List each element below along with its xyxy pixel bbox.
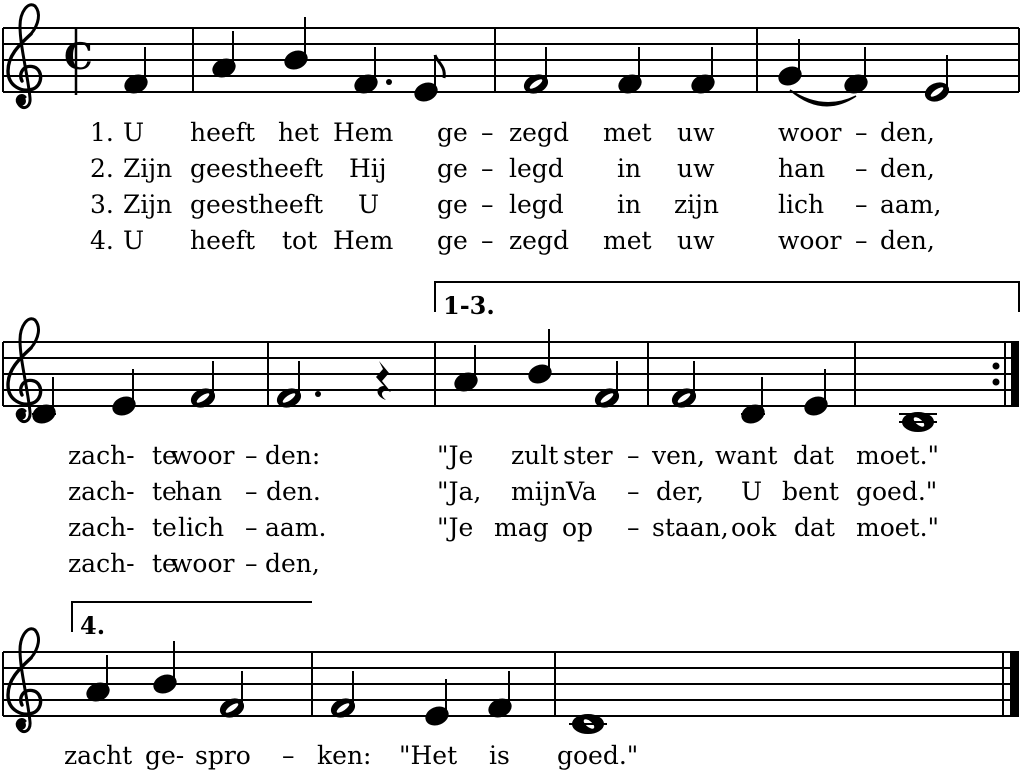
note — [522, 47, 549, 96]
lyric-syllable: in — [617, 154, 642, 183]
note — [690, 47, 716, 96]
lyric-syllable: moet." — [856, 513, 940, 542]
lyric-hyphen: – — [855, 226, 868, 255]
note — [899, 413, 937, 431]
verse-line — [90, 226, 935, 255]
lyric-hyphen: – — [481, 154, 494, 183]
verse-line — [90, 190, 941, 219]
lyric-syllable: te — [152, 441, 177, 470]
lyric-syllable: zacht — [64, 741, 133, 770]
lyric-syllable: moet." — [856, 441, 940, 470]
lyric-hyphen: – — [481, 226, 494, 255]
lyric-syllable: te — [152, 477, 177, 506]
lyrics-system-2 — [68, 441, 939, 578]
lyric-hyphen: – — [855, 190, 868, 219]
lyric-hyphen: – — [855, 154, 868, 183]
lyric-syllable: "Je — [437, 441, 474, 470]
lyric-syllable: "Je — [437, 513, 474, 542]
lyric-syllable: geest — [190, 190, 259, 219]
verse-number: 1. — [90, 118, 114, 147]
lyric-syllable: zach- — [68, 549, 135, 578]
verse-line — [68, 441, 939, 470]
volta-bracket-1-3 — [435, 282, 1019, 320]
lyric-syllable: den, — [880, 226, 935, 255]
note — [803, 369, 829, 418]
lyric-hyphen: – — [245, 549, 258, 578]
lyric-syllable: den: — [265, 441, 321, 470]
lyric-syllable: "Het — [399, 741, 458, 770]
lyric-hyphen: – — [627, 477, 640, 506]
lyric-syllable: heeft — [258, 154, 323, 183]
lyric-syllable: te — [152, 549, 177, 578]
lyric-syllable: dat — [794, 513, 835, 542]
lyric-syllable: want — [715, 441, 778, 470]
lyric-syllable: ge — [437, 118, 468, 147]
lyric-syllable: ge — [437, 154, 468, 183]
note — [453, 345, 479, 394]
lyric-syllable: "Ja, — [437, 477, 482, 506]
lyric-syllable: uw — [677, 154, 715, 183]
staff-lines — [3, 342, 1019, 406]
lyric-syllable: Zijn — [123, 154, 173, 183]
note — [189, 361, 216, 410]
verse-line — [64, 741, 638, 770]
verse-line — [90, 118, 935, 147]
lyric-syllable: tot — [282, 226, 318, 255]
lyric-syllable: mag — [494, 513, 549, 542]
note — [487, 671, 513, 720]
verse-number: 3. — [90, 190, 114, 219]
lyric-syllable: ge — [437, 190, 468, 219]
lyric-syllable: zegd — [509, 226, 569, 255]
lyrics-system-3 — [64, 741, 638, 770]
lyric-syllable: spro — [195, 741, 251, 770]
lyric-syllable: Hij — [349, 154, 387, 183]
quarter-rest-icon — [376, 361, 391, 400]
lyric-syllable: han — [778, 154, 826, 183]
volta-bracket-4 — [72, 602, 312, 640]
lyric-syllable: dat — [793, 441, 834, 470]
lyric-syllable: heeft — [190, 118, 255, 147]
note — [617, 47, 643, 96]
lyric-syllable: heeft — [258, 190, 323, 219]
lyric-syllable: bent — [782, 477, 839, 506]
note — [211, 31, 237, 80]
lyric-syllable: heeft — [190, 226, 255, 255]
lyric-hyphen: – — [481, 190, 494, 219]
lyric-syllable: woor — [778, 118, 842, 147]
note — [424, 679, 450, 728]
verse-line — [68, 549, 320, 578]
volta-label: 1-3. — [443, 291, 495, 320]
staff-system-2 — [3, 319, 1019, 431]
cut-time-icon — [64, 28, 93, 95]
lyric-hyphen: – — [855, 118, 868, 147]
lyric-syllable: met — [603, 226, 652, 255]
lyric-syllable: woor — [171, 441, 235, 470]
lyric-syllable: lich — [778, 190, 825, 219]
lyric-syllable: U — [741, 477, 763, 506]
lyric-syllable: U — [123, 226, 145, 255]
lyric-syllable: mijn — [511, 477, 567, 506]
lyric-hyphen: – — [627, 513, 640, 542]
lyric-hyphen: – — [245, 513, 258, 542]
lyric-syllable: is — [489, 741, 510, 770]
lyric-syllable: te — [152, 513, 177, 542]
lyric-syllable: Hem — [333, 226, 394, 255]
lyric-syllable: zegd — [509, 118, 569, 147]
lyric-syllable: uw — [677, 226, 715, 255]
note — [111, 369, 137, 418]
lyric-syllable: ven, — [652, 441, 705, 470]
lyric-syllable: geest — [190, 154, 259, 183]
lyric-syllable: ken: — [317, 741, 372, 770]
lyric-syllable: goed." — [856, 477, 938, 506]
note — [593, 361, 620, 410]
notes — [31, 329, 937, 431]
verse-line — [68, 513, 939, 542]
lyric-syllable: lich — [178, 513, 225, 542]
note — [843, 47, 869, 96]
lyric-syllable: ge — [437, 226, 468, 255]
note — [275, 361, 321, 410]
lyric-hyphen: – — [245, 477, 258, 506]
lyric-syllable: goed." — [557, 741, 639, 770]
lyric-syllable: uw — [677, 118, 715, 147]
note — [123, 47, 149, 96]
lyric-syllable: zach- — [68, 441, 135, 470]
lyric-syllable: den. — [266, 477, 321, 506]
lyric-hyphen: – — [627, 441, 640, 470]
lyric-syllable: ster — [563, 441, 613, 470]
verse-line — [68, 477, 937, 506]
lyric-syllable: U — [358, 190, 380, 219]
lyric-hyphen: – — [282, 741, 295, 770]
staff-system-3 — [3, 629, 1019, 733]
lyric-syllable: op — [562, 513, 594, 542]
lyric-syllable: met — [603, 118, 652, 147]
note — [777, 39, 803, 88]
verse-number: 2. — [90, 154, 114, 183]
lyric-syllable: den, — [880, 154, 935, 183]
note — [85, 655, 111, 704]
notes — [85, 641, 607, 733]
note — [923, 55, 950, 104]
lyric-syllable: U — [123, 118, 145, 147]
lyric-hyphen: – — [481, 118, 494, 147]
lyric-syllable: zult — [511, 441, 559, 470]
note — [740, 377, 766, 426]
lyric-syllable: het — [278, 118, 319, 147]
lyric-syllable: aam. — [265, 513, 327, 542]
lyric-hyphen: – — [245, 441, 258, 470]
lyric-syllable: zijn — [674, 190, 720, 219]
lyric-syllable: in — [617, 190, 642, 219]
lyric-syllable: zach- — [68, 513, 135, 542]
verse-line — [90, 154, 935, 183]
note — [413, 55, 444, 104]
lyric-syllable: der, — [656, 477, 704, 506]
lyric-syllable: Va — [566, 477, 597, 506]
lyric-syllable: han — [175, 477, 223, 506]
lyrics-system-1 — [90, 118, 941, 255]
staff-system-1 — [3, 5, 1019, 108]
lyric-syllable: den, — [265, 549, 320, 578]
lyric-syllable: legd — [509, 190, 564, 219]
note — [670, 361, 697, 410]
lyric-syllable: ook — [731, 513, 777, 542]
svg-text:C: C — [64, 36, 93, 78]
lyric-syllable: Hem — [333, 118, 394, 147]
lyric-syllable: woor — [171, 549, 235, 578]
lyric-syllable: aam, — [880, 190, 942, 219]
note — [569, 715, 607, 733]
lyric-syllable: den, — [880, 118, 935, 147]
note — [353, 47, 392, 96]
volta-label: 4. — [80, 611, 106, 640]
lyric-syllable: ge- — [145, 741, 185, 770]
note — [218, 671, 245, 720]
verse-number: 4. — [90, 226, 114, 255]
lyric-syllable: Zijn — [123, 190, 173, 219]
note — [329, 671, 356, 720]
lyric-syllable: staan, — [652, 513, 729, 542]
lyric-syllable: legd — [509, 154, 564, 183]
lyric-syllable: zach- — [68, 477, 135, 506]
lyric-syllable: woor — [778, 226, 842, 255]
